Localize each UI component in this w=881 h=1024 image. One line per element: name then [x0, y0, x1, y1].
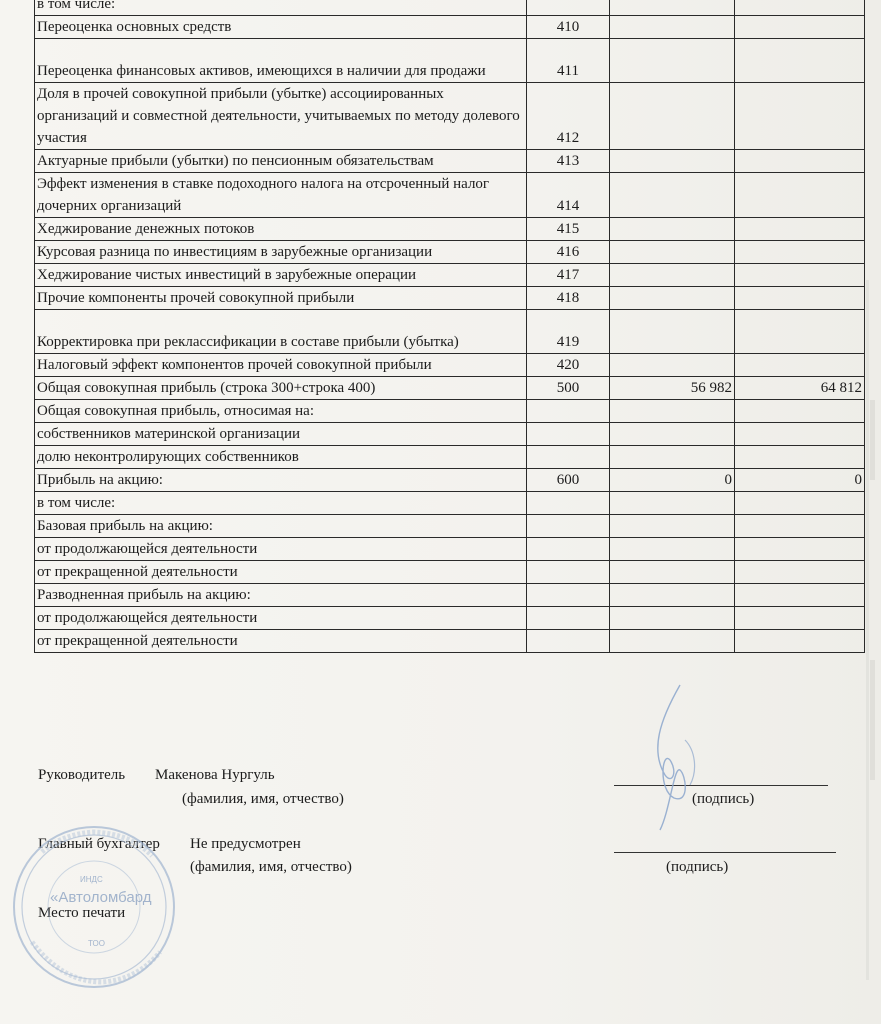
row-name-cell: от прекращенной деятельности: [35, 561, 527, 584]
accountant-signature-caption: (подпись): [666, 859, 729, 875]
table-row: [35, 287, 865, 310]
accountant-signature-line: [614, 852, 836, 853]
table-row: [35, 83, 865, 150]
table-row: [35, 150, 865, 173]
row-code-cell: [527, 561, 610, 584]
table-row: [35, 423, 865, 446]
row-code-cell: [527, 607, 610, 630]
row-name-cell: Корректировка при реклассификации в составе прибыли (убытка): [35, 310, 527, 354]
row-value-previous-cell: [735, 241, 865, 264]
row-value-current-cell: [610, 423, 735, 446]
row-name-cell: Прочие компоненты прочей совокупной прибыли: [35, 287, 527, 310]
row-code-cell: [527, 515, 610, 538]
row-value-previous-cell: [735, 83, 865, 150]
row-value-previous-cell: [735, 39, 865, 83]
row-value-current-cell: [610, 287, 735, 310]
row-name-cell: Базовая прибыль на акцию:: [35, 515, 527, 538]
row-code-cell: [527, 423, 610, 446]
table-row: [35, 538, 865, 561]
row-code-cell: 414: [527, 173, 610, 218]
table-row: [35, 310, 865, 354]
row-value-previous-cell: [735, 400, 865, 423]
row-code-cell: 420: [527, 354, 610, 377]
row-value-current-cell: [610, 218, 735, 241]
seal-place-label: Место печати: [38, 905, 126, 921]
row-name-cell: Разводненная прибыль на акцию:: [35, 584, 527, 607]
director-signature-caption: (подпись): [692, 791, 755, 807]
row-value-previous-cell: [735, 218, 865, 241]
row-code-cell: [527, 400, 610, 423]
row-value-current-cell: 0: [610, 469, 735, 492]
row-code-cell: [527, 0, 610, 16]
row-name-cell: в том числе:: [35, 0, 527, 16]
row-value-previous-cell: [735, 607, 865, 630]
stamp-small-text-2: ТОО: [88, 939, 105, 948]
row-name-cell: от продолжающейся деятельности: [35, 538, 527, 561]
table-body: [35, 0, 865, 653]
row-name-cell: Прибыль на акцию:: [35, 469, 527, 492]
table-row: [35, 241, 865, 264]
table-row: [35, 607, 865, 630]
row-value-current-cell: [610, 0, 735, 16]
row-value-current-cell: [610, 310, 735, 354]
row-value-previous-cell: [735, 264, 865, 287]
row-code-cell: 418: [527, 287, 610, 310]
table-row: [35, 218, 865, 241]
accountant-title: Главный бухгалтер: [38, 836, 160, 852]
row-code-cell: 412: [527, 83, 610, 150]
row-value-current-cell: [610, 83, 735, 150]
table-row: [35, 630, 865, 653]
table-row: [35, 39, 865, 83]
page-edge-marks: [858, 280, 878, 980]
table-row: [35, 16, 865, 39]
table-row: [35, 0, 865, 16]
director-name: Макенова Нургуль: [155, 767, 275, 783]
row-code-cell: 415: [527, 218, 610, 241]
row-name-cell: Хеджирование денежных потоков: [35, 218, 527, 241]
row-value-previous-cell: [735, 354, 865, 377]
row-value-current-cell: [610, 584, 735, 607]
row-name-cell: от продолжающейся деятельности: [35, 607, 527, 630]
stamp-small-text-1: ИНДС: [80, 875, 103, 884]
director-title: Руководитель: [38, 767, 126, 783]
row-code-cell: 410: [527, 16, 610, 39]
table-row: [35, 515, 865, 538]
row-name-cell: Переоценка финансовых активов, имеющихся в наличии для продажи: [35, 39, 527, 83]
row-value-current-cell: [610, 16, 735, 39]
accountant-name: Не предусмотрен: [190, 836, 301, 852]
table-row: [35, 446, 865, 469]
row-name-cell: Переоценка основных средств: [35, 16, 527, 39]
row-code-cell: [527, 630, 610, 653]
row-value-current-cell: [610, 39, 735, 83]
row-value-previous-cell: 64 812: [735, 377, 865, 400]
row-code-cell: 411: [527, 39, 610, 83]
stamp-center-text: «Автоломбард: [50, 889, 152, 906]
company-seal-stamp: [2, 822, 182, 992]
row-name-cell: в том числе:: [35, 492, 527, 515]
row-code-cell: 416: [527, 241, 610, 264]
row-value-current-cell: [610, 492, 735, 515]
row-value-previous-cell: [735, 150, 865, 173]
table-row: [35, 561, 865, 584]
table-row: [35, 173, 865, 218]
table-row: [35, 354, 865, 377]
accountant-fio-caption: (фамилия, имя, отчество): [190, 859, 352, 875]
row-name-cell: Доля в прочей совокупной прибыли (убытке) ассоциированных организаций и совместной деятельности, учитываемых по методу долевого участия: [35, 83, 527, 150]
row-code-cell: 417: [527, 264, 610, 287]
row-value-current-cell: [610, 561, 735, 584]
row-name-cell: Общая совокупная прибыль (строка 300+строка 400): [35, 377, 527, 400]
row-value-previous-cell: [735, 515, 865, 538]
row-code-cell: 500: [527, 377, 610, 400]
row-name-cell: Общая совокупная прибыль, относимая на:: [35, 400, 527, 423]
row-value-previous-cell: [735, 173, 865, 218]
row-value-current-cell: [610, 400, 735, 423]
table-row: [35, 469, 865, 492]
row-code-cell: [527, 492, 610, 515]
row-name-cell: от прекращенной деятельности: [35, 630, 527, 653]
row-name-cell: Эффект изменения в ставке подоходного налога на отсроченный налог дочерних организаций: [35, 173, 527, 218]
row-name-cell: собственников материнской организации: [35, 423, 527, 446]
table-row: [35, 400, 865, 423]
handwritten-signature: [640, 680, 710, 840]
row-code-cell: [527, 584, 610, 607]
row-value-previous-cell: [735, 630, 865, 653]
row-value-current-cell: [610, 515, 735, 538]
row-code-cell: 600: [527, 469, 610, 492]
row-name-cell: Налоговый эффект компонентов прочей совокупной прибыли: [35, 354, 527, 377]
comprehensive-income-table: [34, 0, 865, 653]
table-row: [35, 584, 865, 607]
row-value-current-cell: [610, 446, 735, 469]
row-value-previous-cell: [735, 0, 865, 16]
row-value-current-cell: 56 982: [610, 377, 735, 400]
row-value-current-cell: [610, 264, 735, 287]
row-value-previous-cell: [735, 446, 865, 469]
row-value-previous-cell: [735, 310, 865, 354]
row-value-previous-cell: [735, 16, 865, 39]
row-value-previous-cell: [735, 287, 865, 310]
row-code-cell: 413: [527, 150, 610, 173]
row-code-cell: [527, 538, 610, 561]
row-name-cell: Курсовая разница по инвестициям в зарубежные организации: [35, 241, 527, 264]
row-value-current-cell: [610, 173, 735, 218]
row-value-previous-cell: [735, 423, 865, 446]
row-value-previous-cell: [735, 561, 865, 584]
row-name-cell: Актуарные прибыли (убытки) по пенсионным обязательствам: [35, 150, 527, 173]
row-name-cell: Хеджирование чистых инвестиций в зарубежные операции: [35, 264, 527, 287]
row-value-current-cell: [610, 241, 735, 264]
row-value-current-cell: [610, 538, 735, 561]
director-fio-caption: (фамилия, имя, отчество): [182, 791, 344, 807]
row-code-cell: [527, 446, 610, 469]
row-value-previous-cell: [735, 492, 865, 515]
row-value-current-cell: [610, 607, 735, 630]
row-value-previous-cell: [735, 538, 865, 561]
table-row: [35, 492, 865, 515]
table-row: [35, 377, 865, 400]
row-value-previous-cell: 0: [735, 469, 865, 492]
row-name-cell: долю неконтролирующих собственников: [35, 446, 527, 469]
row-value-current-cell: [610, 150, 735, 173]
row-value-previous-cell: [735, 584, 865, 607]
row-code-cell: 419: [527, 310, 610, 354]
row-value-current-cell: [610, 354, 735, 377]
row-value-current-cell: [610, 630, 735, 653]
table-row: [35, 264, 865, 287]
